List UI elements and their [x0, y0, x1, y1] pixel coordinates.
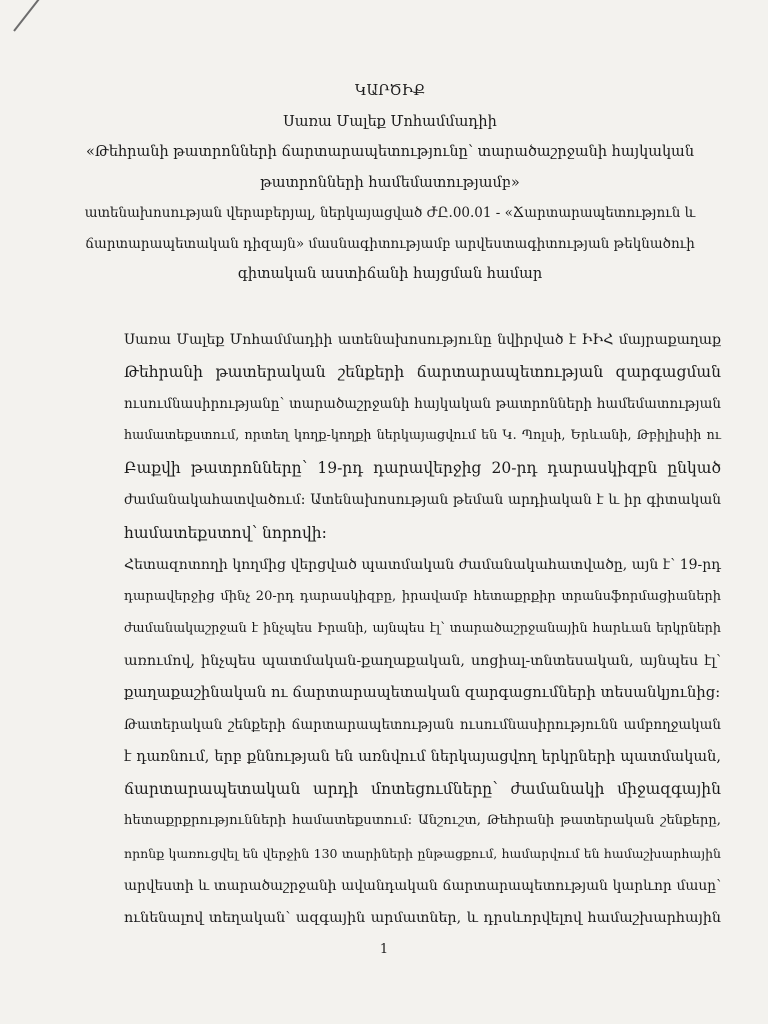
- body-paragraph-2: [84, 549, 721, 709]
- text-line: արվեստի և տարածաշրջանի ավանդական ճարտարապետության կարևոր մասը՝: [124, 877, 721, 894]
- document-header: [80, 76, 700, 290]
- author-line: Սառա Մալեք Մոհամմադիի: [283, 113, 497, 130]
- purpose-line: ճարտարապետական դիզայն» մասնագիտությամբ արվեստագիտության թեկնածուի: [85, 235, 695, 252]
- text-line: Թատերական շենքերի ճարտարապետության ուսումնասիրությունն ամբողջական: [124, 717, 721, 734]
- text-line: Հետազոտողի կողմից վերցված պատմական ժամանակահատվածը, այն է՝ 19-րդ: [124, 556, 721, 573]
- text-line: ճարտարապետական արդի մոտեցումները՝ ժամանակի միջազգային: [124, 780, 721, 799]
- text-line: համատեքստում, որտեղ կողք-կողքի ներկայացվում են Կ. Պոլսի, Երևանի, Թբիլիսիի ու: [124, 428, 721, 444]
- text-line: համատեքստով՝ նորովի:: [124, 523, 327, 542]
- text-line: ժամանակաշրջան է ինչպես Իրանի, այնպես էլ՝ տարածաշրջանային հարևան երկրների: [124, 620, 721, 636]
- document-heading: ԿԱՐԾԻՔ: [354, 83, 426, 99]
- text-line: դարավերջից մինչ 20-րդ դարասկիզբը, իրավամբ հետաքրքիր տրանսֆորմացիաների: [124, 588, 721, 604]
- dissertation-title-line: թատրոնների համեմատությամբ»: [260, 174, 520, 191]
- dissertation-title-line: «Թեհրանի թատրոնների ճարտարապետությունը՝ տարածաշրջանի հայկական: [85, 144, 695, 160]
- text-line: է դառնում, երբ քննության են առնվում ներկայացվող երկրների պատմական,: [124, 749, 721, 766]
- text-line: քաղաքաշինական ու ճարտարապետական զարգացումների տեսանկյունից:: [124, 684, 721, 702]
- text-line: Սառա Մալեք Մոհամմադիի ատենախոսությունը նվիրված է ԻԻՀ մայրաքաղաք: [124, 332, 721, 348]
- page-number: 1: [379, 942, 389, 957]
- text-line: Բաքվի թատրոնները՝ 19-րդ դարավերջից 20-րդ դարասկիզբն ընկած: [124, 459, 721, 478]
- body-paragraph-1: [84, 324, 721, 549]
- purpose-line: ատենախոսության վերաբերյալ, ներկայացված ԺԸ.00.01 - «Ճարտարապետություն և: [84, 205, 696, 221]
- text-line: ուսումնասիրությանը՝ տարածաշրջանի հայկական թատրոնների համեմատության: [124, 396, 721, 413]
- text-line: ժամանակահատվածում: Ատենախոսության թեման արդիական է և իր գիտական: [124, 492, 721, 509]
- scan-pen-mark: [13, 0, 44, 32]
- text-line: հետաքրքրությունների համատեքստում: Անշուշտ, Թեհրանի թատերական շենքերը,: [124, 813, 721, 829]
- text-line: ունենալով տեղական՝ ազգային արմատներ, և դրսևորվելով համաշխարհային: [124, 909, 721, 926]
- text-line: առումով, ինչպես պատմական-քաղաքական, սոցիալ-տնտեսական, այնպես էլ՝: [124, 652, 721, 669]
- purpose-line: գիտական աստիճանի հայցման համար: [237, 266, 543, 282]
- text-line: Թեհրանի թատերական շենքերի ճարտարապետության զարգացման: [124, 363, 721, 382]
- text-line: որոնք կառուցվել են վերջին 130 տարիների ընթացքում, համարվում են համաշխարհային: [124, 845, 721, 861]
- document-body: [84, 324, 721, 934]
- body-paragraph-3: [84, 709, 721, 934]
